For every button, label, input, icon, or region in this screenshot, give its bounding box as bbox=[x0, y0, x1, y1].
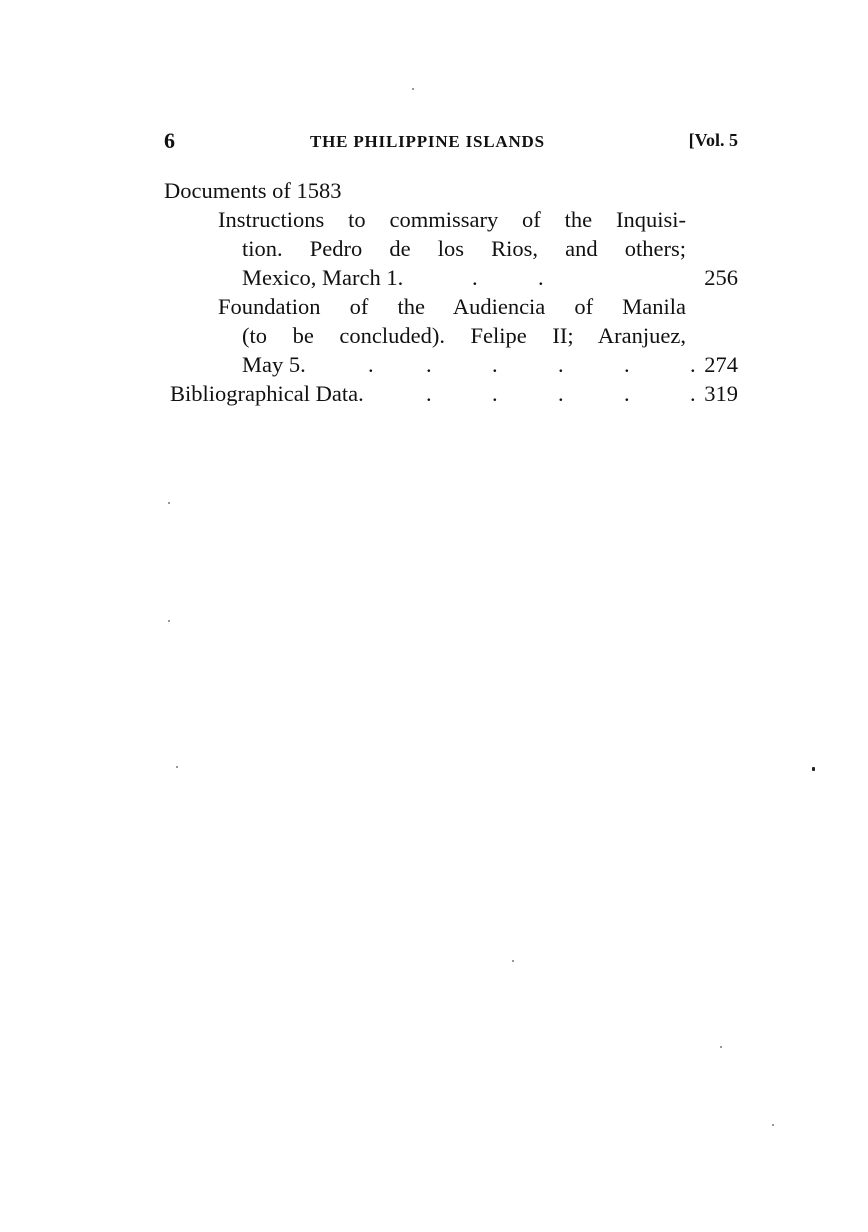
scan-speck bbox=[720, 1046, 722, 1048]
toc-entry-last-line bbox=[164, 263, 738, 292]
table-of-contents bbox=[164, 176, 738, 408]
toc-entry-line: (to be concluded). Felipe II; Aranjuez, bbox=[242, 323, 686, 348]
leader-dot: . bbox=[472, 265, 478, 290]
leader-dot: . bbox=[558, 381, 564, 406]
page-reference: 319 bbox=[704, 381, 738, 406]
leader-dot: . bbox=[690, 352, 696, 377]
toc-entry-bibliography bbox=[164, 379, 738, 408]
running-head-title: THE PHILIPPINE ISLANDS bbox=[310, 132, 545, 151]
leader-dot: . bbox=[426, 352, 432, 377]
leader-dot: . bbox=[624, 352, 630, 377]
toc-entry-instructions bbox=[164, 205, 738, 292]
bibliography-label: Bibliographical Data. bbox=[170, 381, 364, 406]
scan-speck bbox=[812, 767, 815, 771]
toc-entry-line: Instructions to commissary of the Inquisi- bbox=[218, 207, 686, 232]
page-number: 6 bbox=[164, 128, 175, 153]
toc-entry-last-line bbox=[164, 350, 738, 379]
scan-speck bbox=[168, 620, 170, 622]
leader-dot: . bbox=[624, 381, 630, 406]
leader-dot: . bbox=[690, 381, 696, 406]
scan-speck bbox=[176, 766, 178, 768]
toc-entry-foundation bbox=[164, 292, 738, 379]
volume-label: [Vol. 5 bbox=[688, 130, 738, 150]
section-heading-text: Documents of 1583 bbox=[164, 178, 342, 203]
scan-speck bbox=[168, 502, 170, 504]
toc-entry-line: tion. Pedro de los Rios, and others; bbox=[242, 236, 686, 261]
toc-entry-line: Foundation of the Audiencia of Manila bbox=[218, 294, 686, 319]
scan-speck bbox=[412, 88, 414, 90]
leader-dot: . bbox=[368, 352, 374, 377]
leader-dot: . bbox=[492, 381, 498, 406]
leader-dot: . bbox=[492, 352, 498, 377]
page-reference: 256 bbox=[704, 265, 738, 290]
leader-dot: . bbox=[426, 381, 432, 406]
page-reference: 274 bbox=[704, 352, 738, 377]
scan-speck bbox=[772, 1124, 774, 1126]
leader-dot: . bbox=[558, 352, 564, 377]
toc-entry-line: May 5. bbox=[242, 352, 306, 377]
toc-entry-line: Mexico, March 1. bbox=[242, 265, 404, 290]
section-heading bbox=[164, 176, 738, 205]
scan-speck bbox=[512, 960, 514, 962]
running-head bbox=[164, 128, 738, 158]
leader-dot: . bbox=[538, 265, 544, 290]
